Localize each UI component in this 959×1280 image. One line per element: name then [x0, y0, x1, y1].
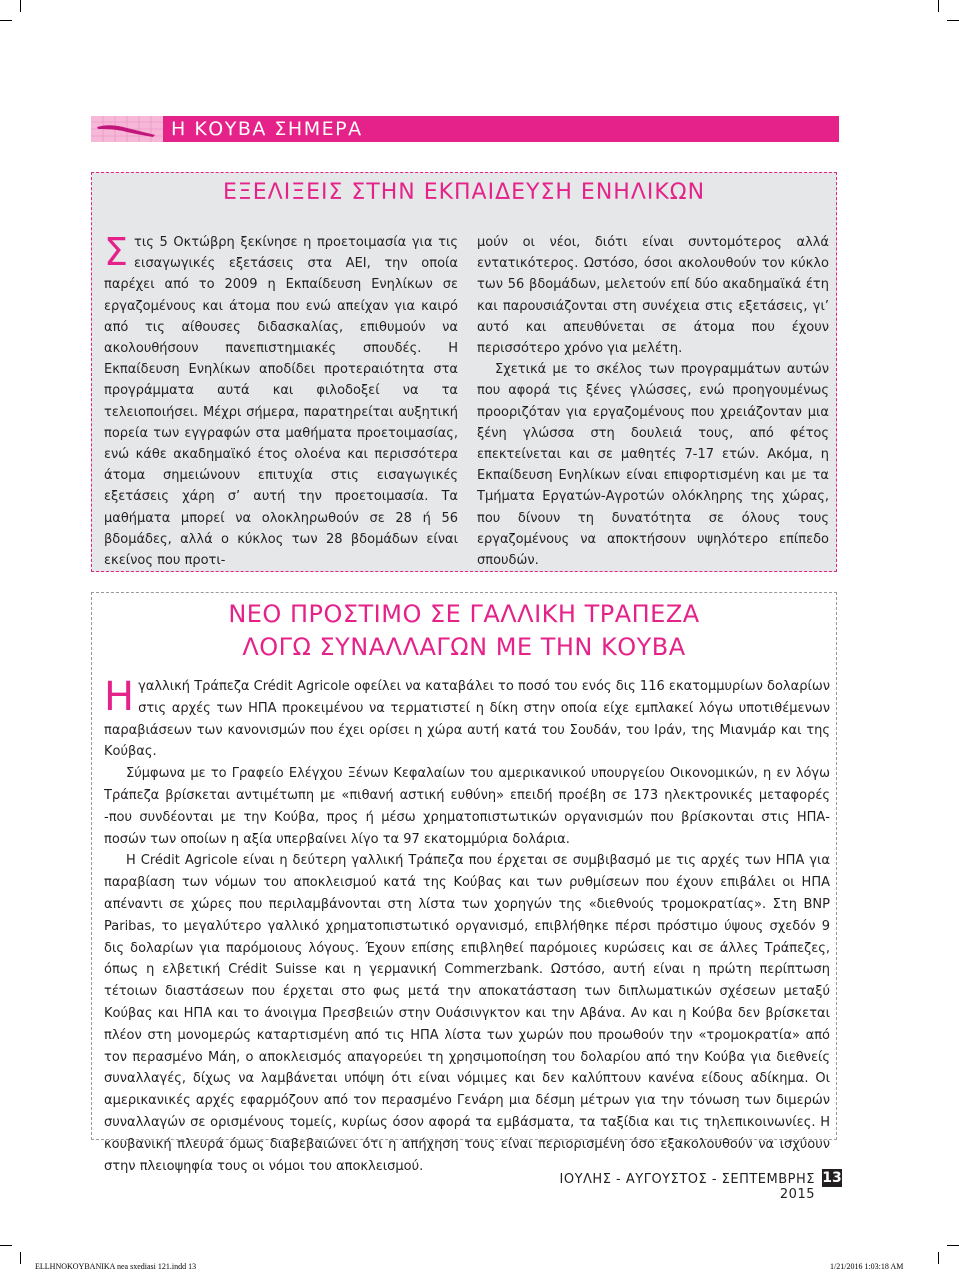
crop-mark: [20, 0, 21, 12]
paragraph: Σύμφωνα με το Γραφείο Ελέγχου Ξένων Κεφαλαίων του αμερικανικού υπουργείου Οικονομικών, η εν λόγω Τράπεζα βρίσκεται αντιμέτωπη με «πιθανή αστική ευθύνη» επειδή προέβη σε 173 ηλεκτρονικές μεταφορές -που συνδέονται με την Κούβα, προς ή μέσω χρηματοπιστωτικών οργανισμών που βρίσκονται στις ΗΠΑ- ποσών των οποίων η αξία υπερβαίνει λίγο τα 97 εκατομμύρια δολάρια.: [104, 766, 830, 847]
title-line: ΛΟΓΩ ΣΥΝΑΛΛΑΓΩΝ ΜΕ ΤΗΝ ΚΟΥΒΑ: [242, 633, 686, 661]
title-line: ΝΕΟ ΠΡΟΣΤΙΜΟ ΣΕ ΓΑΛΛΙΚΗ ΤΡΑΠΕΖΑ: [228, 600, 700, 628]
crop-mark: [0, 20, 12, 21]
paragraph: Σχετικά με το σκέλος των προγραμμάτων αυτών που αφορά τις ξένες γλώσσες, ενώ προηγουμένως προοριζόταν για εργαζομένους που χρειάζονταν μια ξένη γλώσσα στη δουλειά τους, από φέτος επεκτείνεται και σε μαθητές 7-17 ετών. Ακόμα, η Εκπαίδευση Ενηλίκων είναι επιφορτισμένη και με τα Τμήματα Εργατών-Αγροτών ολόκληρης της χώρας, που δίνουν τη δυνατότητα σε όλους τους εργαζομένους να αποκτήσουν υψηλότερο επίπεδο σπουδών.: [477, 362, 829, 569]
crop-mark: [20, 1252, 21, 1264]
drop-cap: Σ: [104, 230, 129, 274]
print-slug-date: 1/21/2016 1:03:18 AM: [830, 1262, 904, 1271]
crop-mark: [938, 0, 939, 12]
crop-mark: [947, 20, 959, 21]
section-title: Η ΚΟΥΒΑ ΣΗΜΕΡΑ: [171, 118, 363, 140]
drop-cap: Η: [104, 674, 135, 720]
section-header: [91, 116, 839, 142]
paragraph: γαλλική Τράπεζα Crédit Agricole οφείλει να καταβάλει το ποσό του ενός δις 116 εκατομμυρίων δολαρίων στις αρχές των ΗΠΑ προκειμένου να τερματιστεί η δίκη στην οποία είχε εμπλακεί λόγω υποτιθέμενων παραβιάσεων των κανονισμών που έχει ορίσει η χώρα αυτή κατά του Σουδάν, του Ιράν, της Μιανμάρ και της Κούβας.: [104, 679, 830, 760]
crop-mark: [938, 1252, 939, 1264]
cuba-map-icon: [91, 116, 163, 142]
article-column-left: [104, 232, 458, 571]
print-slug-file: ELLHNOKOYBANIKA nea sxediasi 121.indd 13: [35, 1262, 197, 1271]
paragraph: τις 5 Οκτώβρη ξεκίνησε η προετοιμασία για τις εισαγωγικές εξετάσεις στα ΑΕΙ, την οποία παρέχει από το 2009 η Εκπαίδευση Ενηλίκων σε εργαζομένους και άτομα που ενώ απείχαν για καιρό από τις αίθουσες διδασκαλίας, επιθυμούν να ακολουθήσουν πανεπιστημιακές σπουδές. Η Εκπαίδευση Ενηλίκων αποδίδει προτεραιότητα στα προγράμματα αυτά και φιλοδοξεί να τα τελειοποιήσει. Μέχρι σήμερα, παρατηρείται αυξητική πορεία των εγγραφών στα μαθήματα προετοιμασίας, ενώ κάθε ακαδημαϊκό έτος ολοένα και περισσότερα άτομα σημειώνουν επιτυχία στις εισαγωγικές εξετάσεις χάρη σ’ αυτή την προετοιμασία. Τα μαθήματα μπορεί να ολοκληρωθούν σε 28 ή 56 βδομάδες, αλλά ο κύκλος των 28 βδομάδων είναι εκείνος που προτι-: [104, 235, 458, 569]
article-title: ΕΞΕΛΙΞΕΙΣ ΣΤΗΝ ΕΚΠΑΙΔΕΥΣΗ ΕΝΗΛΙΚΩΝ: [222, 180, 706, 205]
issue-date: ΙΟΥΛΗΣ - ΑΥΓΟΥΣΤΟΣ - ΣΕΠΤΕΜΒΡΗΣ 2015: [559, 1172, 815, 1202]
crop-mark: [0, 1245, 12, 1246]
page-number: 13: [822, 1170, 842, 1186]
crop-mark: [947, 1245, 959, 1246]
paragraph: Η Crédit Agricole είναι η δεύτερη γαλλική Τράπεζα που έρχεται σε συμβιβασμό με τις αρχές των ΗΠΑ για παραβίαση των νόμων του αποκλεισμού κατά της Κούβας και των ρυθμίσεων που έχουν επιβάλει οι ΗΠΑ απέναντι σε χώρες που περιλαμβάνονται στη λίστα των χορηγών της «διεθνούς τρομοκρατίας». Στη BNP Paribas, το μεγαλύτερο γαλλικό χρηματοπιστωτικό οργανισμό, επιβλήθηκε πέρσι πρόστιμο ύψους σχεδόν 9 δις δολαρίων για παρόμοιους λόγους. Έχουν επίσης επιβληθεί παρόμοιες κυρώσεις και σε άλλες Τράπεζες, όπως η ελβετική Crédit Suisse και η γερμανική Commerzbank. Ωστόσο, αυτή είναι η πρώτη περίπτωση τέτοιων διαστάσεων που έρχεται στο φως μετά την αποκατάσταση των διπλωματικών σχέσεων μεταξύ Κούβας και ΗΠΑ και το άνοιγμα Πρεσβειών στην Ουάσινγκτον και την Αβάνα. Αν και η Κούβα δεν βρίσκεται πλέον στη μονομερώς καταρτισμένη από τις ΗΠΑ λίστα των χωρών που προωθούν την «τρομοκρατία» από τον περασμένο Μάη, ο αποκλεισμός απαγορεύει τη χρησιμοποίηση του δολαρίου από την Κούβα για διεθνείς συναλλαγές, δίχως να λαμβάνεται υπόψη ότι είναι νόμιμες και δεν καλύπτουν κανένα είδους αδίκημα. Οι αμερικανικές αρχές εφαρμόζουν από τον περασμένο Γενάρη μια δέσμη μέτρων για την τόνωση των διμερών συναλλαγών σε ορισμένους τομείς, κυρίως όσον αφορά τα εμβάσματα, τα ταξίδια και τις τηλεπικοινωνίες. Η κουβανική πλευρά όμως διαβεβαιώνει ότι η απήχηση τους είναι περιορισμένη όσο εξακολουθούν να ισχύουν στην πλειοψηφία τους οι νόμοι του αποκλεισμού.: [104, 853, 830, 1174]
article-title: [91, 598, 837, 664]
paragraph: μούν οι νέοι, διότι είναι συντομότερος αλλά εντατικότερος. Ωστόσο, όσοι ακολουθούν τον κύκλο των 56 βδομάδων, μελετούν επί δύο ακαδημαϊκά έτη και παρουσιάζονται στη συνέχεια στις εξετάσεις, γι’ αυτό και απευθύνεται σε άτομα που έχουν περισσότερο χρόνο για μελέτη.: [477, 235, 829, 357]
article-column-right: [477, 232, 829, 571]
article-body: [104, 676, 830, 1177]
